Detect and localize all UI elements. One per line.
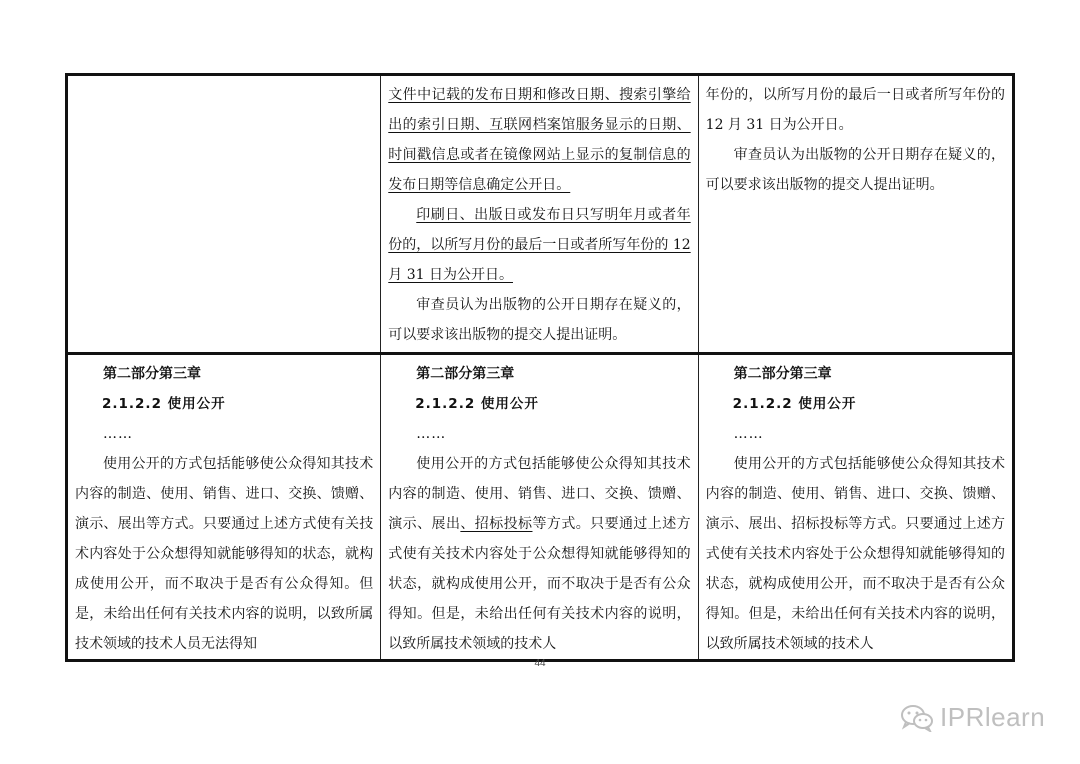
paragraph: 审查员认为出版物的公开日期存在疑义的，可以要求该出版物的提交人提出证明。 [388, 297, 691, 343]
paragraph [388, 449, 690, 659]
wechat-icon [900, 704, 934, 732]
watermark-text: IPRlearn [940, 702, 1046, 732]
comparison-table [65, 73, 1015, 662]
row2-col1-cell [67, 354, 381, 661]
table-row [67, 354, 1014, 661]
section-heading: 2.1.2.2 使用公开 [102, 396, 226, 412]
paragraph: 使用公开的方式包括能够使公众得知其技术内容的制造、使用、销售、进口、交换、馈赠、演示、展出、招标投标等方式。只要通过上述方式使有关技术内容处于公众想得知就能够得知的状态，就构成使用公开，而不取决于是否有公众得知。但是，未给出任何有关技术内容的说明，以致所属技术领域的技术人 [705, 456, 1005, 652]
text-segment: 等方式。只要通过上述方式使有关技术内容处于公众想得知就能够得知的状态，就构成使用公开，而不取决于是否有公众得知。但是，未给出任何有关技术内容的说明，以致所属技术领域的技术人 [388, 516, 691, 652]
text-segment: 使用公开的方式包括能够使公众得知其技术内容的制造、使用、销售、进口、交换、馈赠、演示、展出 [388, 456, 691, 532]
watermark [900, 702, 1045, 733]
row1-col1-cell [67, 75, 381, 354]
inserted-text: 、招标投标 [460, 516, 533, 532]
row2-col2-cell [381, 354, 698, 661]
paragraph: 印刷日、出版日或发布日只写明年月或者年份的，以所写月份的最后一日或者所写年份的 12 月 31 日为公开日。 [388, 207, 691, 283]
page-number: 44 [534, 658, 546, 669]
chapter-heading: 第二部分第三章 [416, 366, 515, 382]
section-heading: 2.1.2.2 使用公开 [415, 396, 539, 412]
paragraph: 年份的，以所写月份的最后一日或者所写年份的 12 月 31 日为公开日。 [705, 87, 1005, 133]
paragraph: 文件中记载的发布日期和修改日期、搜索引擎给出的索引日期、互联网档案馆服务显示的日期、时间戳信息或者在镜像网站上显示的复制信息的发布日期等信息确定公开日。 [388, 87, 691, 193]
section-heading: 2.1.2.2 使用公开 [732, 396, 857, 412]
chapter-heading: 第二部分第三章 [103, 366, 201, 382]
paragraph: 审查员认为出版物的公开日期存在疑义的，可以要求该出版物的提交人提出证明。 [705, 147, 1005, 193]
row2-col3-cell [698, 354, 1013, 661]
ellipsis: …… [103, 426, 133, 442]
row1-col3-cell [698, 75, 1013, 354]
table-row [67, 75, 1014, 354]
paragraph: 使用公开的方式包括能够使公众得知其技术内容的制造、使用、销售、进口、交换、馈赠、演示、展出等方式。只要通过上述方式使有关技术内容处于公众想得知就能够得知的状态，就构成使用公开，而不取决于是否有公众得知。但是，未给出任何有关技术内容的说明，以致所属技术领域的技术人员无法得知 [75, 456, 374, 652]
ellipsis: …… [733, 426, 764, 442]
row1-col2-cell [381, 75, 698, 354]
ellipsis: …… [416, 426, 447, 442]
chapter-heading: 第二部分第三章 [733, 366, 832, 382]
